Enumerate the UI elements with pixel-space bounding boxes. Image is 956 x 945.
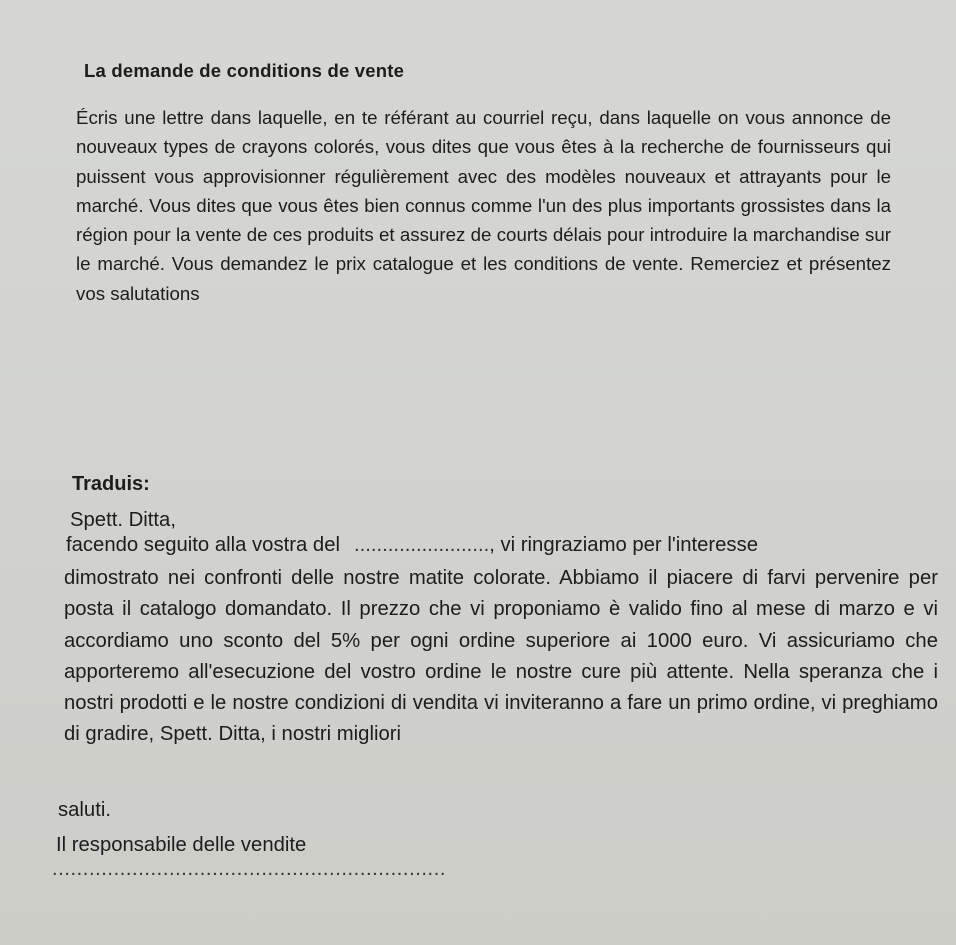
translate-label: Traduis: [72, 473, 150, 495]
exercise-title: La demande de conditions de vente [84, 60, 405, 81]
letter-first-line [66, 530, 916, 561]
letter-first-line-start: facendo seguito alla vostra del [66, 534, 340, 556]
letter-signature: Il responsabile delle vendite [56, 834, 307, 856]
letter-body: dimostrato nei confronti delle nostre matite colorate. Abbiamo il piacere di farvi pervenire per posta il catalogo domandato. Il prezzo che vi proponiamo è valido fino al mese di marzo e vi accordiamo uno sconto del 5% per ogni ordine superiore ai 1000 euro. Vi assicuriamo che apporteremo all'esecuzione del vostro ordine le nostre cure più attente. Nella speranza che i nostri prodotti e le nostre condizioni di vendita vi inviteranno a fare un primo ordine, vi preghiamo di gradire, Spett. Ditta, i nostri migliori [64, 567, 938, 746]
letter-closing: saluti. [58, 799, 111, 821]
fill-in-blank: ........................ [353, 534, 490, 556]
signature-line: ................................................................ [52, 858, 447, 880]
letter-first-line-end: , vi ringraziamo per l'interesse [489, 534, 758, 556]
exercise-instructions: Écris une lettre dans laquelle, en te référant au courriel reçu, dans laquelle on vous annonce de nouveaux types de crayons colorés, vous dites que vous êtes à la recherche de fournisseurs qui puissent vous approvisionner régulièrement avec des modèles nouveaux et attrayants pour le marché. Vous dites que vous êtes bien connus comme l'un des plus importants grossistes dans la région pour la vente de ces produits et assurez de courts délais pour introduire la marchandise sur le marché. Vous demandez le prix catalogue et les conditions de vente. Remerciez et présentez vos salutations [76, 107, 891, 304]
letter-salutation: Spett. Ditta, [70, 509, 176, 531]
